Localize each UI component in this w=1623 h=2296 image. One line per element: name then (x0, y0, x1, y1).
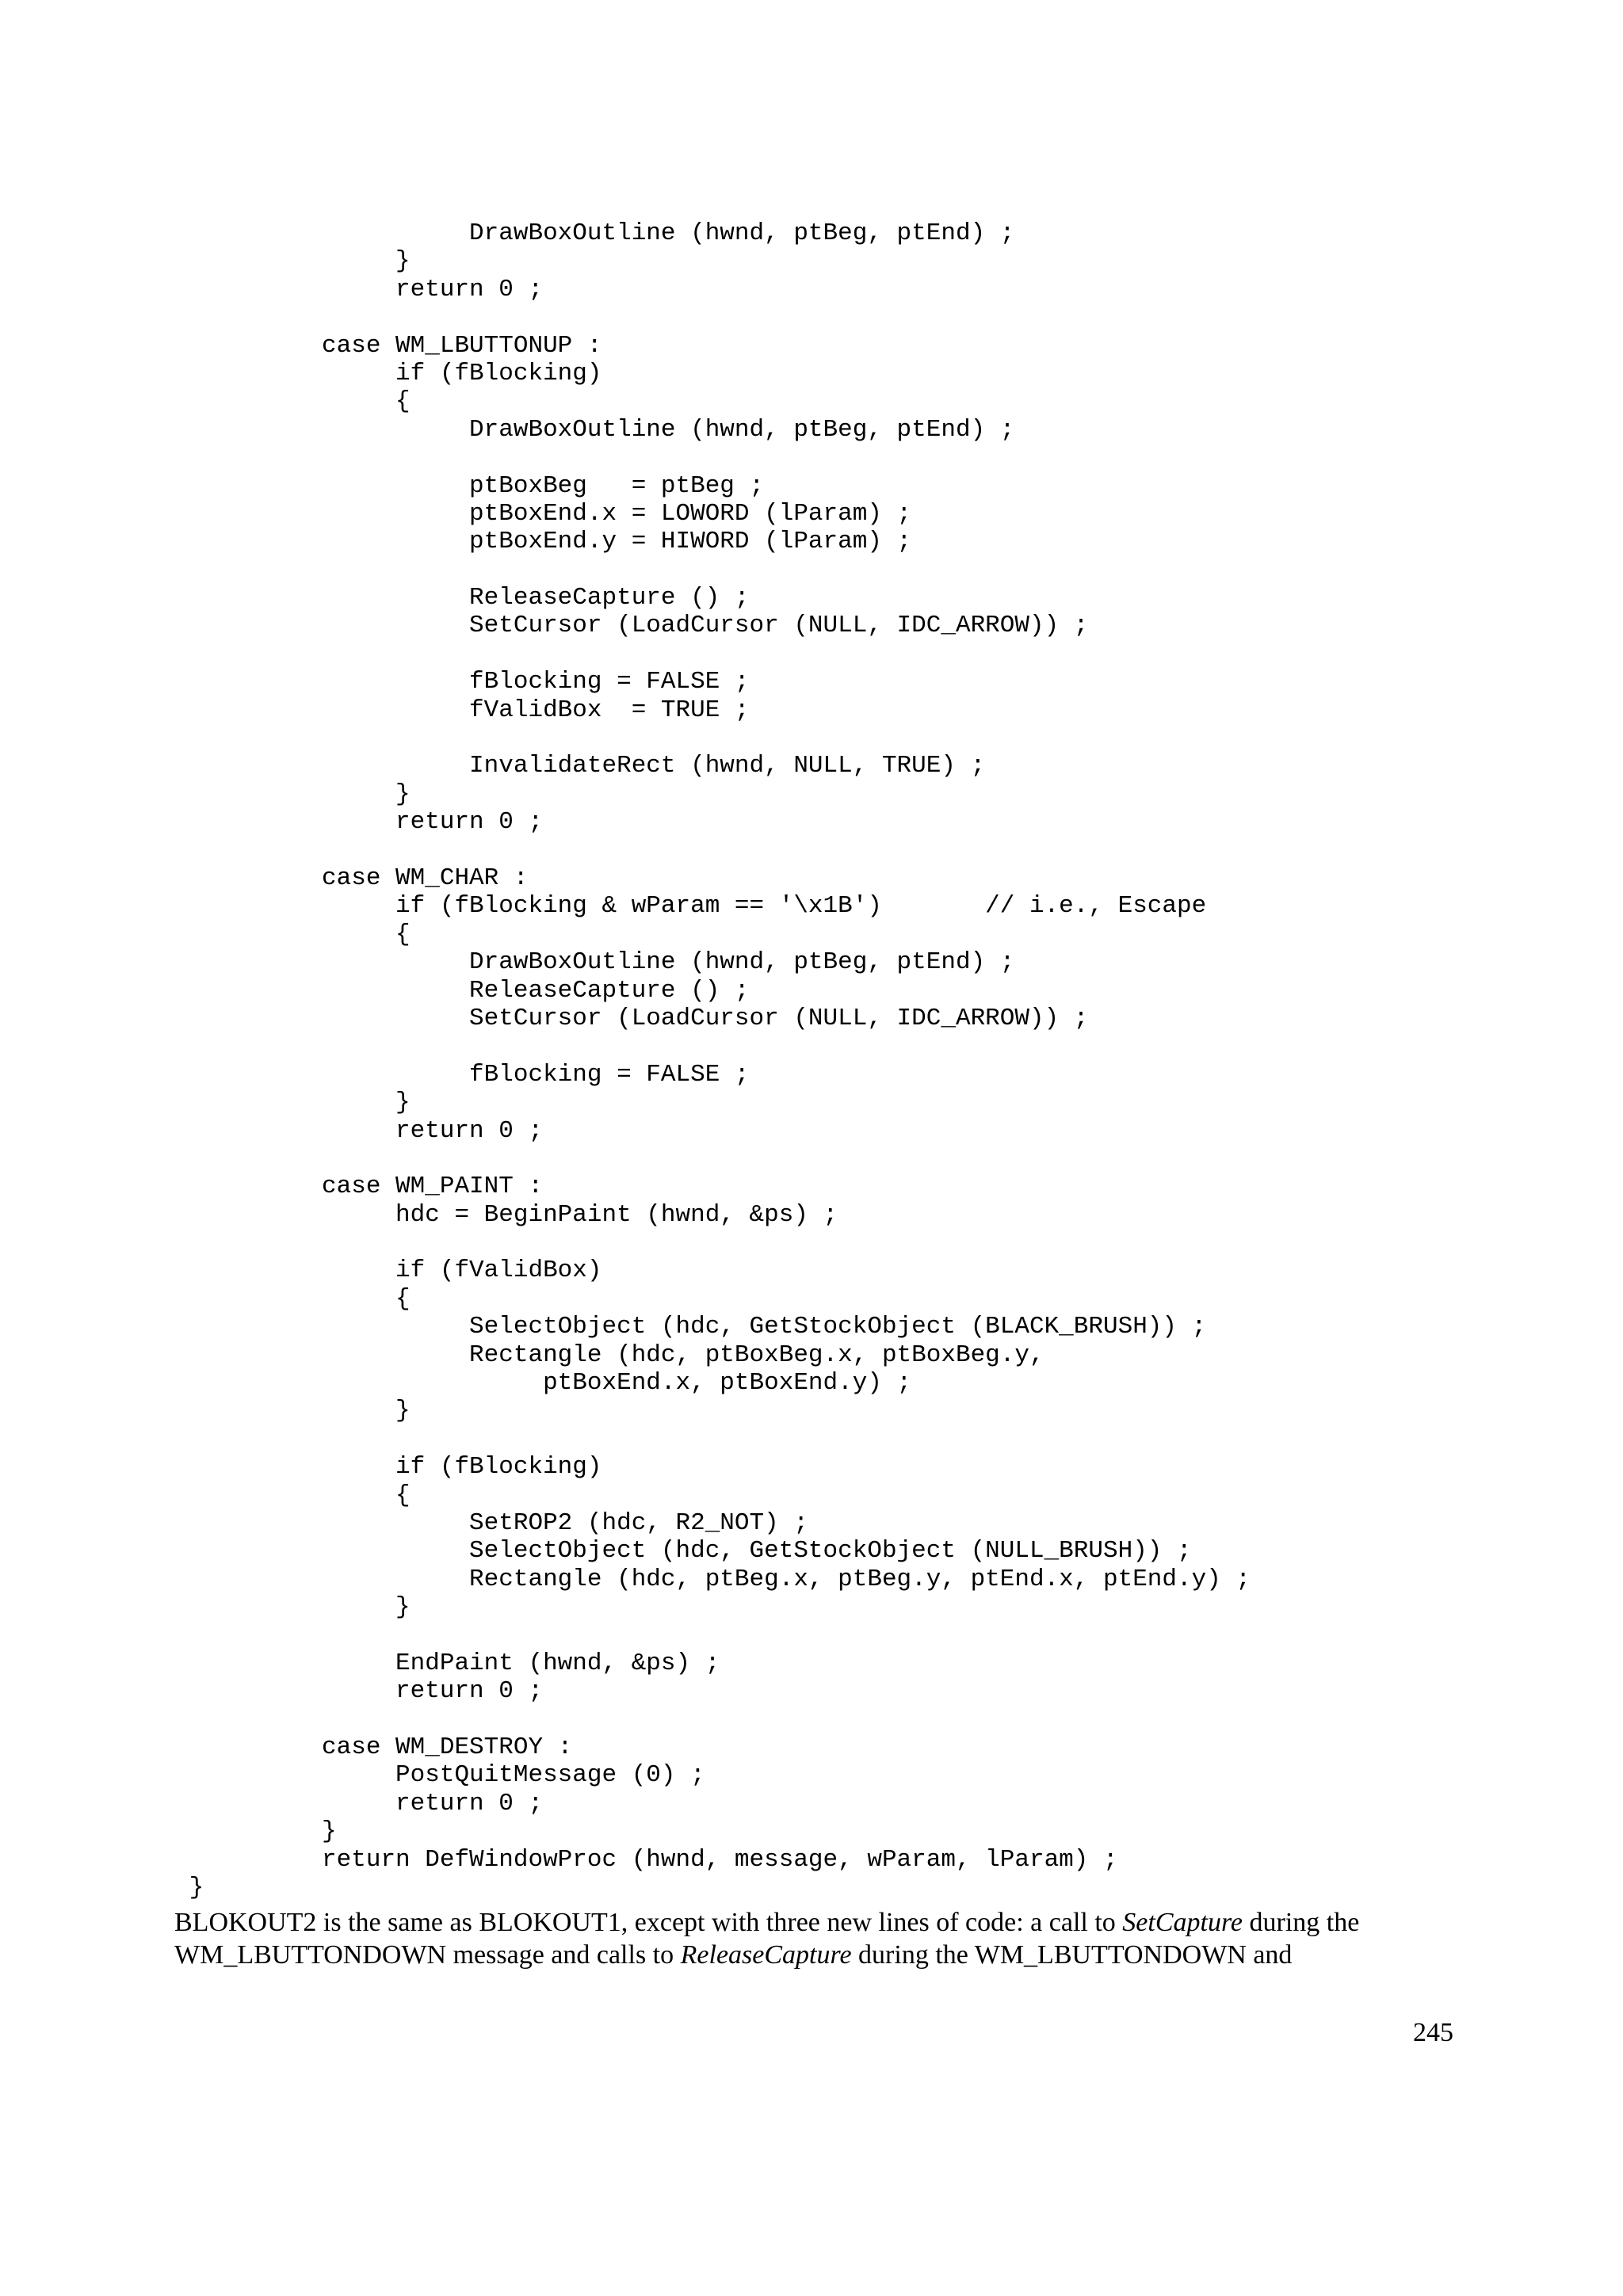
code-line: return 0 ; (174, 1789, 544, 1817)
code-line: DrawBoxOutline (hwnd, ptBeg, ptEnd) ; (174, 219, 1015, 247)
code-line: case WM_LBUTTONUP : (174, 331, 602, 360)
code-line (174, 1145, 1251, 1173)
code-line: { (174, 387, 411, 416)
code-line: } (174, 780, 411, 808)
code-line (174, 1229, 1251, 1257)
code-line (174, 1032, 1251, 1060)
code-line: SetCursor (LoadCursor (NULL, IDC_ARROW)) ; (174, 612, 1089, 640)
code-line: InvalidateRect (hwnd, NULL, TRUE) ; (174, 752, 986, 780)
code-line: if (fValidBox) (174, 1257, 602, 1285)
code-line (174, 1706, 1251, 1733)
code-line: EndPaint (hwnd, &ps) ; (174, 1649, 720, 1677)
paragraph-text: BLOKOUT2 is the same as BLOKOUT1, except with three new lines of code: a call to (174, 1908, 1123, 1937)
code-line: ptBoxEnd.y = HIWORD (lParam) ; (174, 528, 912, 556)
code-line: return 0 ; (174, 1116, 544, 1145)
code-line: SelectObject (hdc, GetStockObject (NULL_BRUSH)) ; (174, 1537, 1192, 1566)
code-line (174, 303, 1251, 331)
code-line: ptBoxBeg = ptBeg ; (174, 471, 765, 500)
code-line: PostQuitMessage (0) ; (174, 1761, 705, 1790)
code-line: ReleaseCapture () ; (174, 584, 750, 612)
code-line: case WM_DESTROY : (174, 1733, 573, 1762)
code-line: ReleaseCapture () ; (174, 976, 750, 1005)
code-line: Rectangle (hdc, ptBoxBeg.x, ptBoxBeg.y, (174, 1341, 1044, 1369)
code-line: } (174, 1817, 337, 1846)
code-line: fBlocking = FALSE ; (174, 668, 750, 696)
code-line: fBlocking = FALSE ; (174, 1060, 750, 1089)
function-name-releasecapture: ReleaseCapture (680, 1940, 852, 1970)
code-line: fValidBox = TRUE ; (174, 696, 750, 724)
code-line: } (174, 1089, 411, 1117)
code-line: } (174, 1593, 411, 1622)
code-line (174, 837, 1251, 864)
code-line (174, 724, 1251, 752)
page-number: 245 (1413, 2018, 1453, 2047)
function-name-setcapture: SetCapture (1122, 1908, 1243, 1937)
code-line: } (174, 1874, 204, 1902)
code-line: } (174, 247, 411, 276)
code-line: if (fBlocking) (174, 359, 602, 387)
code-line: return 0 ; (174, 1677, 544, 1706)
code-line: ptBoxEnd.x = LOWORD (lParam) ; (174, 499, 912, 528)
code-line: case WM_CHAR : (174, 864, 529, 892)
code-line: { (174, 920, 411, 948)
body-paragraph (174, 1906, 1458, 1971)
code-line: SetCursor (LoadCursor (NULL, IDC_ARROW)) ; (174, 1004, 1089, 1032)
code-line (174, 1622, 1251, 1650)
code-line: { (174, 1481, 411, 1509)
code-line: ptBoxEnd.x, ptBoxEnd.y) ; (174, 1369, 912, 1398)
code-line (174, 1425, 1251, 1453)
code-line (174, 556, 1251, 584)
code-line: return DefWindowProc (hwnd, message, wParam, lParam) ; (174, 1845, 1118, 1874)
code-line: if (fBlocking & wParam == '\x1B') // i.e., Escape (174, 892, 1207, 921)
code-line: hdc = BeginPaint (hwnd, &ps) ; (174, 1200, 838, 1229)
code-line: SelectObject (hdc, GetStockObject (BLACK_BRUSH)) ; (174, 1313, 1207, 1341)
code-line (174, 640, 1251, 668)
code-line (174, 444, 1251, 471)
code-line: } (174, 1397, 411, 1425)
code-line: Rectangle (hdc, ptBeg.x, ptBeg.y, ptEnd.x, ptEnd.y) ; (174, 1565, 1251, 1593)
code-line: DrawBoxOutline (hwnd, ptBeg, ptEnd) ; (174, 415, 1015, 444)
code-line: if (fBlocking) (174, 1453, 602, 1482)
paragraph-text: during the WM_LBUTTONDOWN and (851, 1940, 1293, 1970)
paragraph-text: during the WM_LBUTTONDOWN message and calls to (174, 1908, 1360, 1970)
code-line: DrawBoxOutline (hwnd, ptBeg, ptEnd) ; (174, 948, 1015, 977)
code-line: return 0 ; (174, 275, 544, 303)
code-line: { (174, 1284, 411, 1313)
code-listing (174, 219, 1251, 1901)
code-line: SetROP2 (hdc, R2_NOT) ; (174, 1508, 808, 1537)
code-line: case WM_PAINT : (174, 1173, 544, 1201)
code-line: return 0 ; (174, 808, 544, 837)
